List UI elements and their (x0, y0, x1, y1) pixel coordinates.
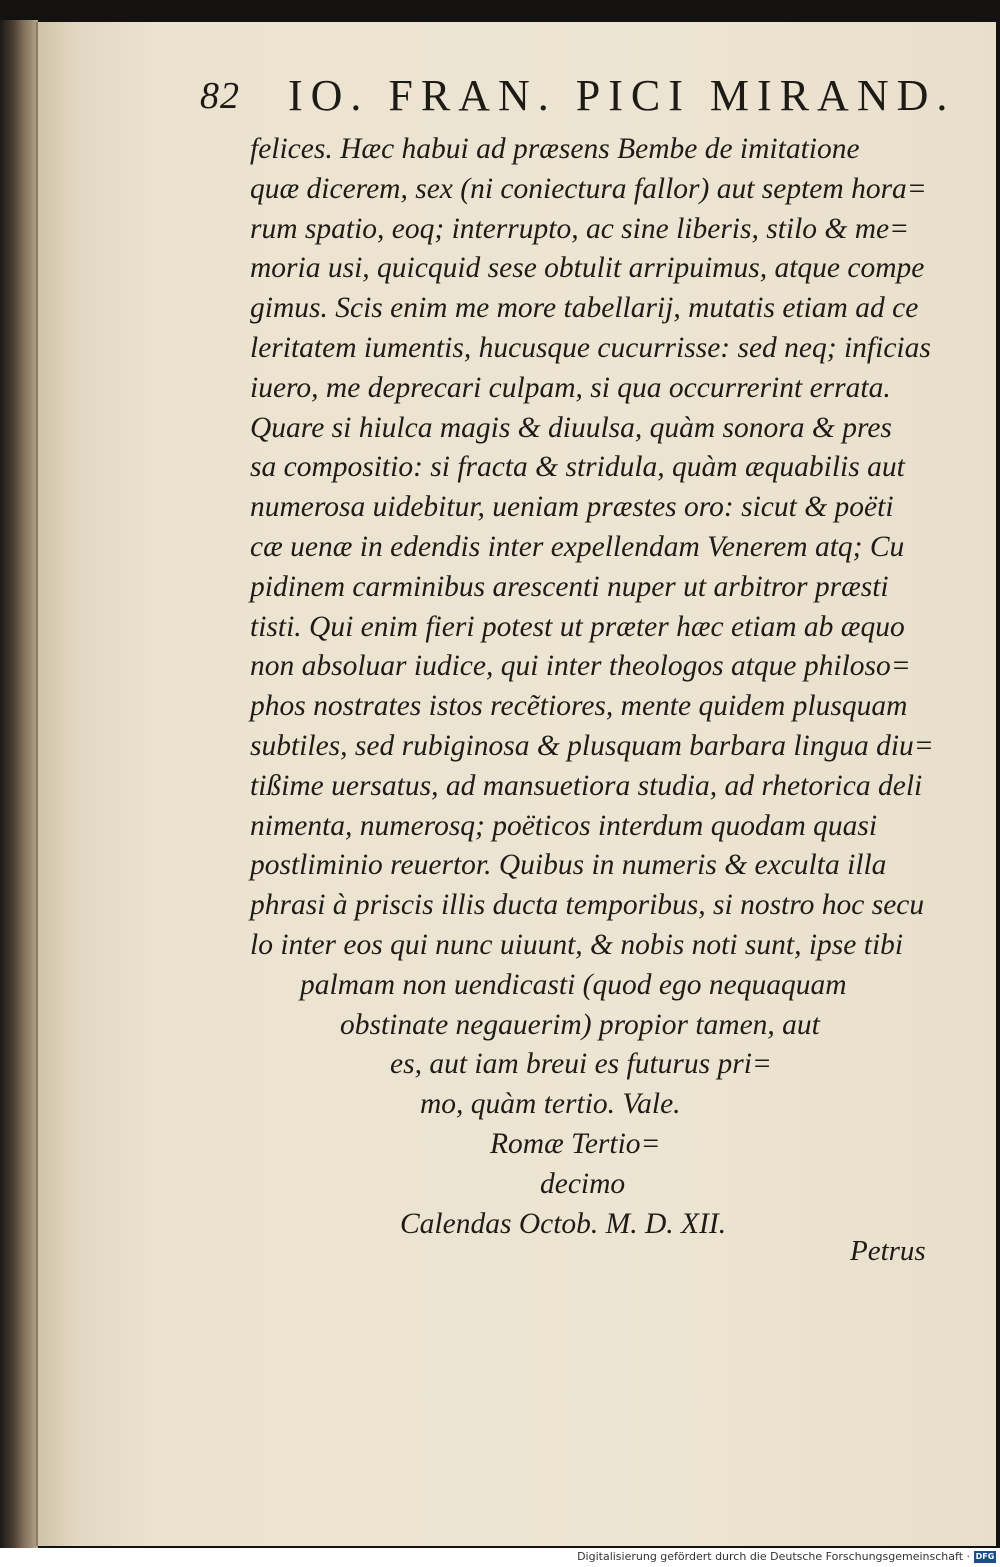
catchword: Petrus (850, 1235, 926, 1267)
text-line: subtiles, sed rubiginosa & plusquam barbara lingua diu= (250, 729, 934, 762)
text-line: gimus. Scis enim me more tabellarij, mutatis etiam ad ce (250, 292, 919, 325)
body-text (250, 130, 940, 1244)
text-line: rum spatio, eoq; interrupto, ac sine liberis, stilo & me= (250, 212, 910, 245)
text-line: tißime uersatus, ad mansuetiora studia, ad rhetorica deli (250, 769, 923, 802)
text-line: numerosa uidebitur, ueniam præstes oro: sicut & poëti (250, 491, 894, 524)
text-line: pidinem carminibus arescenti nuper ut arbitror præsti (250, 570, 889, 603)
book-spine-edge (0, 20, 38, 1548)
text-line: postliminio reuertor. Quibus in numeris & exculta illa (250, 849, 887, 882)
text-line: phos nostrates istos recẽtiores, mente quidem plusquam (250, 690, 908, 723)
text-line: es, aut iam breui es futurus pri= (390, 1048, 772, 1081)
colophon-date-line: Calendas Octob. M. D. XII. (400, 1207, 727, 1240)
text-line: sa compositio: si fracta & stridula, quàm æquabilis aut (250, 451, 905, 484)
text-line: non absoluar iudice, qui inter theologos atque philoso= (250, 650, 911, 683)
text-line: nimenta, numerosq; poëticos interdum quodam quasi (250, 809, 878, 842)
text-line: lo inter eos qui nunc uiuunt, & nobis noti sunt, ipse tibi (250, 928, 904, 961)
text-line: leritatem iumentis, hucusque cucurrisse: sed neq; inficias (250, 331, 931, 364)
text-line: cæ uenæ in edendis inter expellendam Venerem atq; Cu (250, 530, 905, 563)
digitization-footer (0, 1548, 1000, 1567)
footer-credit: Digitalisierung gefördert durch die Deutsche Forschungsgemeinschaft · (577, 1550, 970, 1563)
text-line: palmam non uendicasti (quod ego nequaquam (300, 968, 847, 1001)
page-number: 82 (200, 75, 240, 117)
text-line: felices. Hæc habui ad præsens Bembe de imitatione (250, 133, 860, 165)
text-line: Quare si hiulca magis & diuulsa, quàm sonora & pres (250, 411, 892, 444)
running-title: IO. FRAN. PICI MIRAND. (288, 71, 956, 120)
text-line: iuero, me deprecari culpam, si qua occurrerint errata. (250, 371, 891, 404)
text-line: quæ dicerem, sex (ni coniectura fallor) aut septem hora= (250, 172, 927, 205)
text-line: moria usi, quicquid sese obtulit arripuimus, atque compe (250, 252, 925, 285)
running-head (200, 70, 956, 130)
text-line: phrasi à priscis illis ducta temporibus, si nostro hoc secu (250, 889, 925, 922)
text-line: Romæ Tertio= (490, 1127, 661, 1160)
text-line: obstinate negauerim) propior tamen, aut (340, 1008, 820, 1041)
text-line: mo, quàm tertio. Vale. (420, 1088, 681, 1121)
text-line: tisti. Qui enim fieri potest ut præter hæc etiam ab æquo (250, 610, 905, 643)
text-line: decimo (540, 1167, 626, 1200)
dfg-logo-icon: DFG (975, 1552, 995, 1561)
